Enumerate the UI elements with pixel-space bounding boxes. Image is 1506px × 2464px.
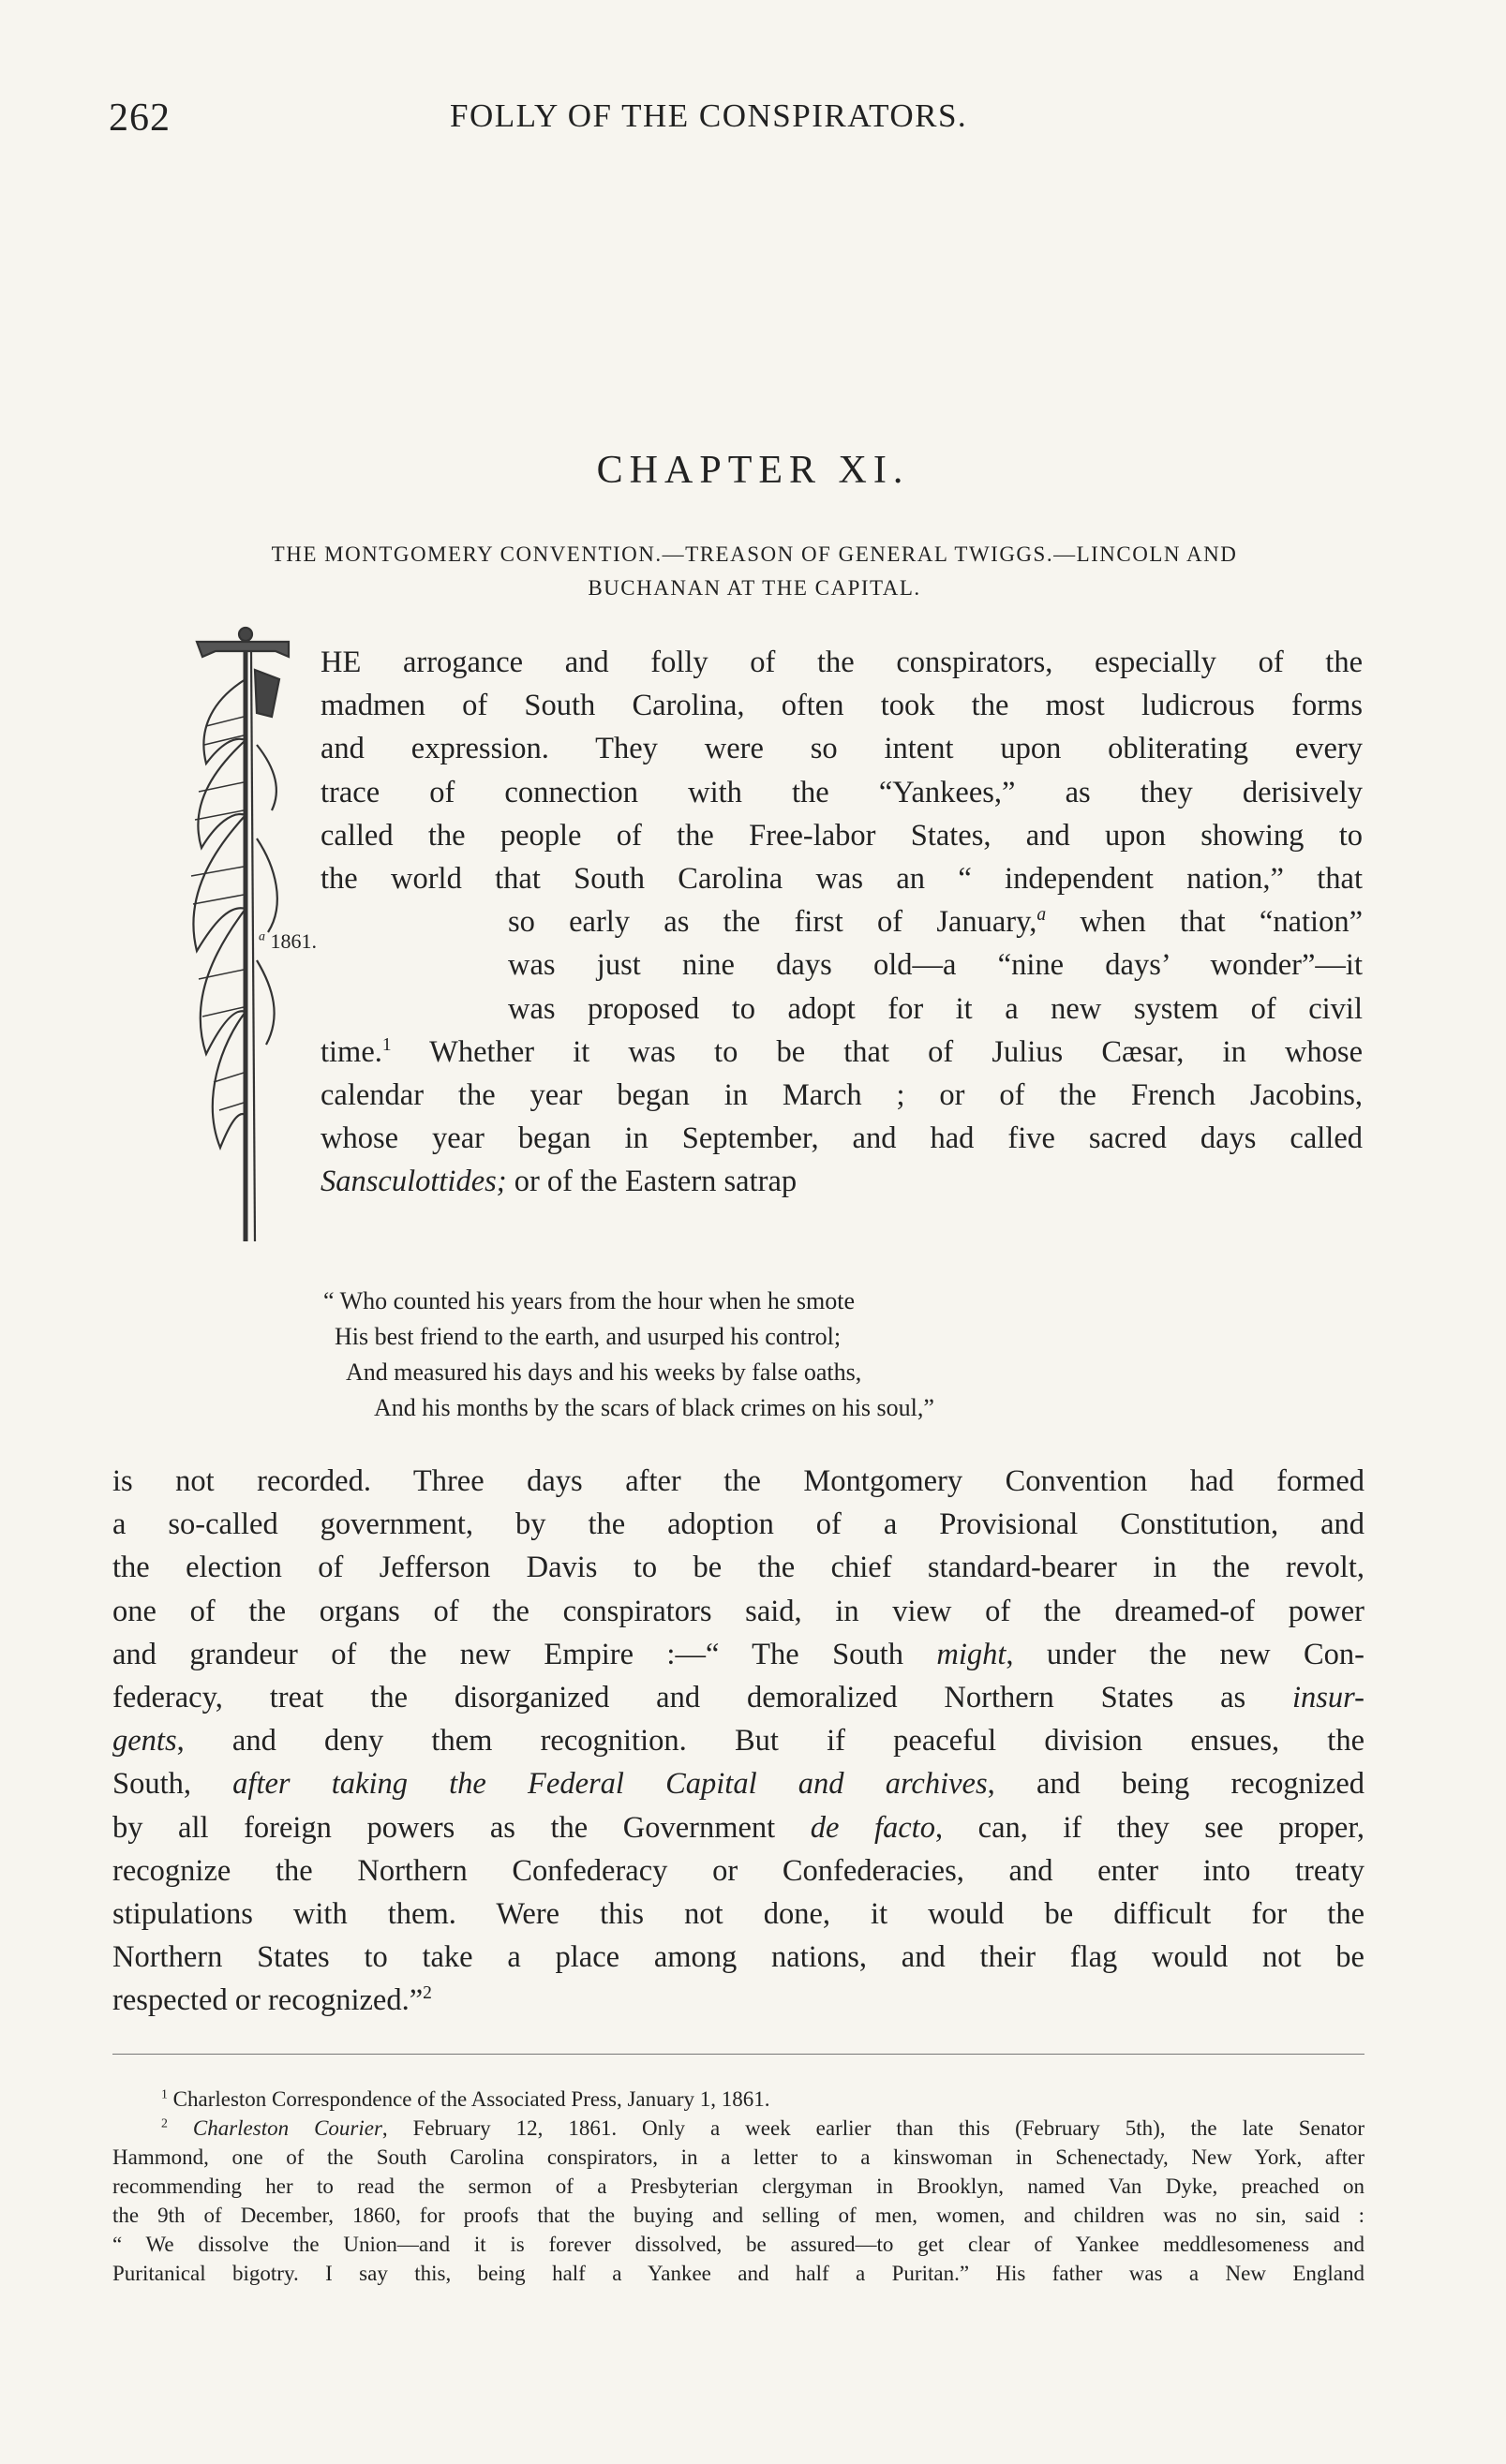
paragraph-opening [321, 641, 1363, 1203]
footnote-line: the 9th of December, 1860, for proofs that the buying and selling of men, women, and children was no sin, said : [112, 2204, 1364, 2227]
footnote-line: “ We dissolve the Union—and it is forever dissolved, be assured—to get clear of Yankee meddlesomeness and [112, 2233, 1364, 2256]
text-span: or of the Eastern satrap [506, 1165, 798, 1199]
text-line: stipulations with them. Were this not done, it would be difficult for the [112, 1896, 1364, 1931]
footnote-marker: 1 [381, 1034, 392, 1055]
text-line: recognize the Northern Confederacy or Confederacies, and enter into treaty [112, 1853, 1364, 1888]
text-line [112, 1762, 1364, 1805]
text-span: , can, if they see proper, [934, 1810, 1364, 1845]
text-span: so early as the first of January, [508, 905, 1037, 940]
text-line: called the people of the Free-labor States, and upon showing to [321, 818, 1363, 853]
text-line: one of the organs of the conspirators said, in view of the dreamed-of power [112, 1594, 1364, 1628]
text-line: is not recorded. Three days after the Montgomery Convention had formed [112, 1464, 1364, 1498]
text-span: when that “nation” [1046, 905, 1364, 940]
footnote-line: Puritanical bigotry. I say this, being half a Yankee and half a Puritan.” His father was a New England [112, 2262, 1364, 2285]
footnote-2 [112, 2114, 1364, 2143]
italic-term: Charleston Courier [167, 2116, 382, 2140]
text-line: the world that South Carolina was an “ independent nation,” that [321, 861, 1363, 896]
page-number: 262 [109, 96, 171, 140]
text-line [112, 1979, 1364, 2022]
text-line: calendar the year began in March ; or of the French Jacobins, [321, 1077, 1363, 1112]
text-span: respected or recognized.” [112, 1983, 424, 2018]
text-line: HE arrogance and folly of the conspirators, especially of the [321, 646, 1363, 679]
verse-line: And measured his days and his weeks by false oaths, [346, 1358, 862, 1386]
chapter-summary-line: THE MONTGOMERY CONVENTION.—TREASON OF GENERAL TWIGGS.—LINCOLN AND [271, 542, 1238, 566]
paragraph-main [112, 1460, 1364, 2022]
text-line: and expression. They were so intent upon obliterating every [321, 732, 1363, 766]
text-line: a so-called government, by the adoption of a Provisional Constitution, and [112, 1507, 1364, 1542]
footnotes [112, 2085, 1364, 2288]
footnote-divider [112, 2054, 1364, 2055]
footnote-line: recommending her to read the sermon of a Presbyterian clergyman in Brooklyn, named Van Dyke, preached on [112, 2175, 1364, 2198]
running-title: FOLLY OF THE CONSPIRATORS. [450, 97, 968, 134]
footnote-1 [112, 2085, 1364, 2114]
footnote-line: Hammond, one of the South Carolina conspirators, in a letter to a kinswoman in Schenectady, New York, after [112, 2145, 1364, 2169]
footnote-number: 1 [161, 2086, 168, 2101]
footnote-text: Charleston Correspondence of the Associated Press, January 1, 1861. [167, 2087, 770, 2111]
margin-date-note [259, 929, 317, 954]
text-span: , and being recognized [987, 1767, 1364, 1802]
footnote-text: , February 12, 1861. Only a week earlier than this (February 5th), the late Senator [381, 2116, 1364, 2140]
text-line [112, 1719, 1364, 1762]
text-line [321, 900, 1363, 943]
footnote-number: 2 [161, 2115, 168, 2130]
chapter-summary [112, 538, 1396, 604]
text-span: federacy, treat the disorganized and demoralized Northern States as [112, 1680, 1292, 1714]
text-span: Whether it was to be that of Julius Cæsar, in whose [391, 1034, 1363, 1069]
footnote-marker: 2 [423, 1983, 432, 2004]
italic-term: insur- [1292, 1680, 1364, 1714]
text-line [321, 1160, 1363, 1203]
sidenote-marker: a [259, 929, 265, 944]
text-span: by all foreign powers as the Government [112, 1810, 811, 1845]
italic-term: Sansculottides; [321, 1165, 507, 1199]
text-line: trace of connection with the “Yankees,” as they derisively [321, 775, 1363, 809]
running-head [109, 86, 1364, 142]
italic-term: de facto [810, 1810, 935, 1845]
text-span: , under the new Con- [1006, 1637, 1364, 1671]
text-line: was proposed to adopt for it a new system of civil [508, 991, 1363, 1026]
margin-date: 1861. [270, 929, 317, 953]
text-line [112, 1633, 1364, 1676]
text-span: and grandeur of the new Empire :—“ The South [112, 1637, 937, 1671]
italic-term: after taking the Federal Capital and archives [232, 1767, 988, 1802]
text-line: the election of Jefferson Davis to be the chief standard-bearer in the revolt, [112, 1551, 1364, 1585]
text-line: was just nine days old—a “nine days’ wonder”—it [508, 948, 1363, 983]
sidenote-marker: a [1036, 905, 1047, 926]
text-line: whose year began in September, and had five sacred days called [321, 1121, 1363, 1156]
verse-line: His best friend to the earth, and usurped his control; [335, 1323, 842, 1350]
verse-line: “ Who counted his years from the hour when he smote [323, 1287, 856, 1314]
text-line [112, 1676, 1364, 1719]
text-span: time. [321, 1034, 382, 1069]
text-line [112, 1806, 1364, 1849]
italic-term: gents [112, 1724, 177, 1759]
text-line [321, 1031, 1363, 1074]
chapter-heading: CHAPTER XI. [596, 449, 910, 492]
italic-term: might [936, 1637, 1006, 1671]
chapter-summary-line: BUCHANAN AT THE CAPITAL. [588, 575, 921, 600]
text-line: Northern States to take a place among nations, and their flag would not be [112, 1940, 1364, 1975]
verse-quotation [323, 1284, 934, 1426]
text-span: , and deny them recognition. But if peaceful division ensues, the [176, 1724, 1364, 1759]
text-line: madmen of South Carolina, often took the most ludicrous forms [321, 689, 1363, 723]
verse-line: And his months by the scars of black crimes on his soul,” [374, 1394, 934, 1421]
text-span: South, [112, 1767, 233, 1802]
